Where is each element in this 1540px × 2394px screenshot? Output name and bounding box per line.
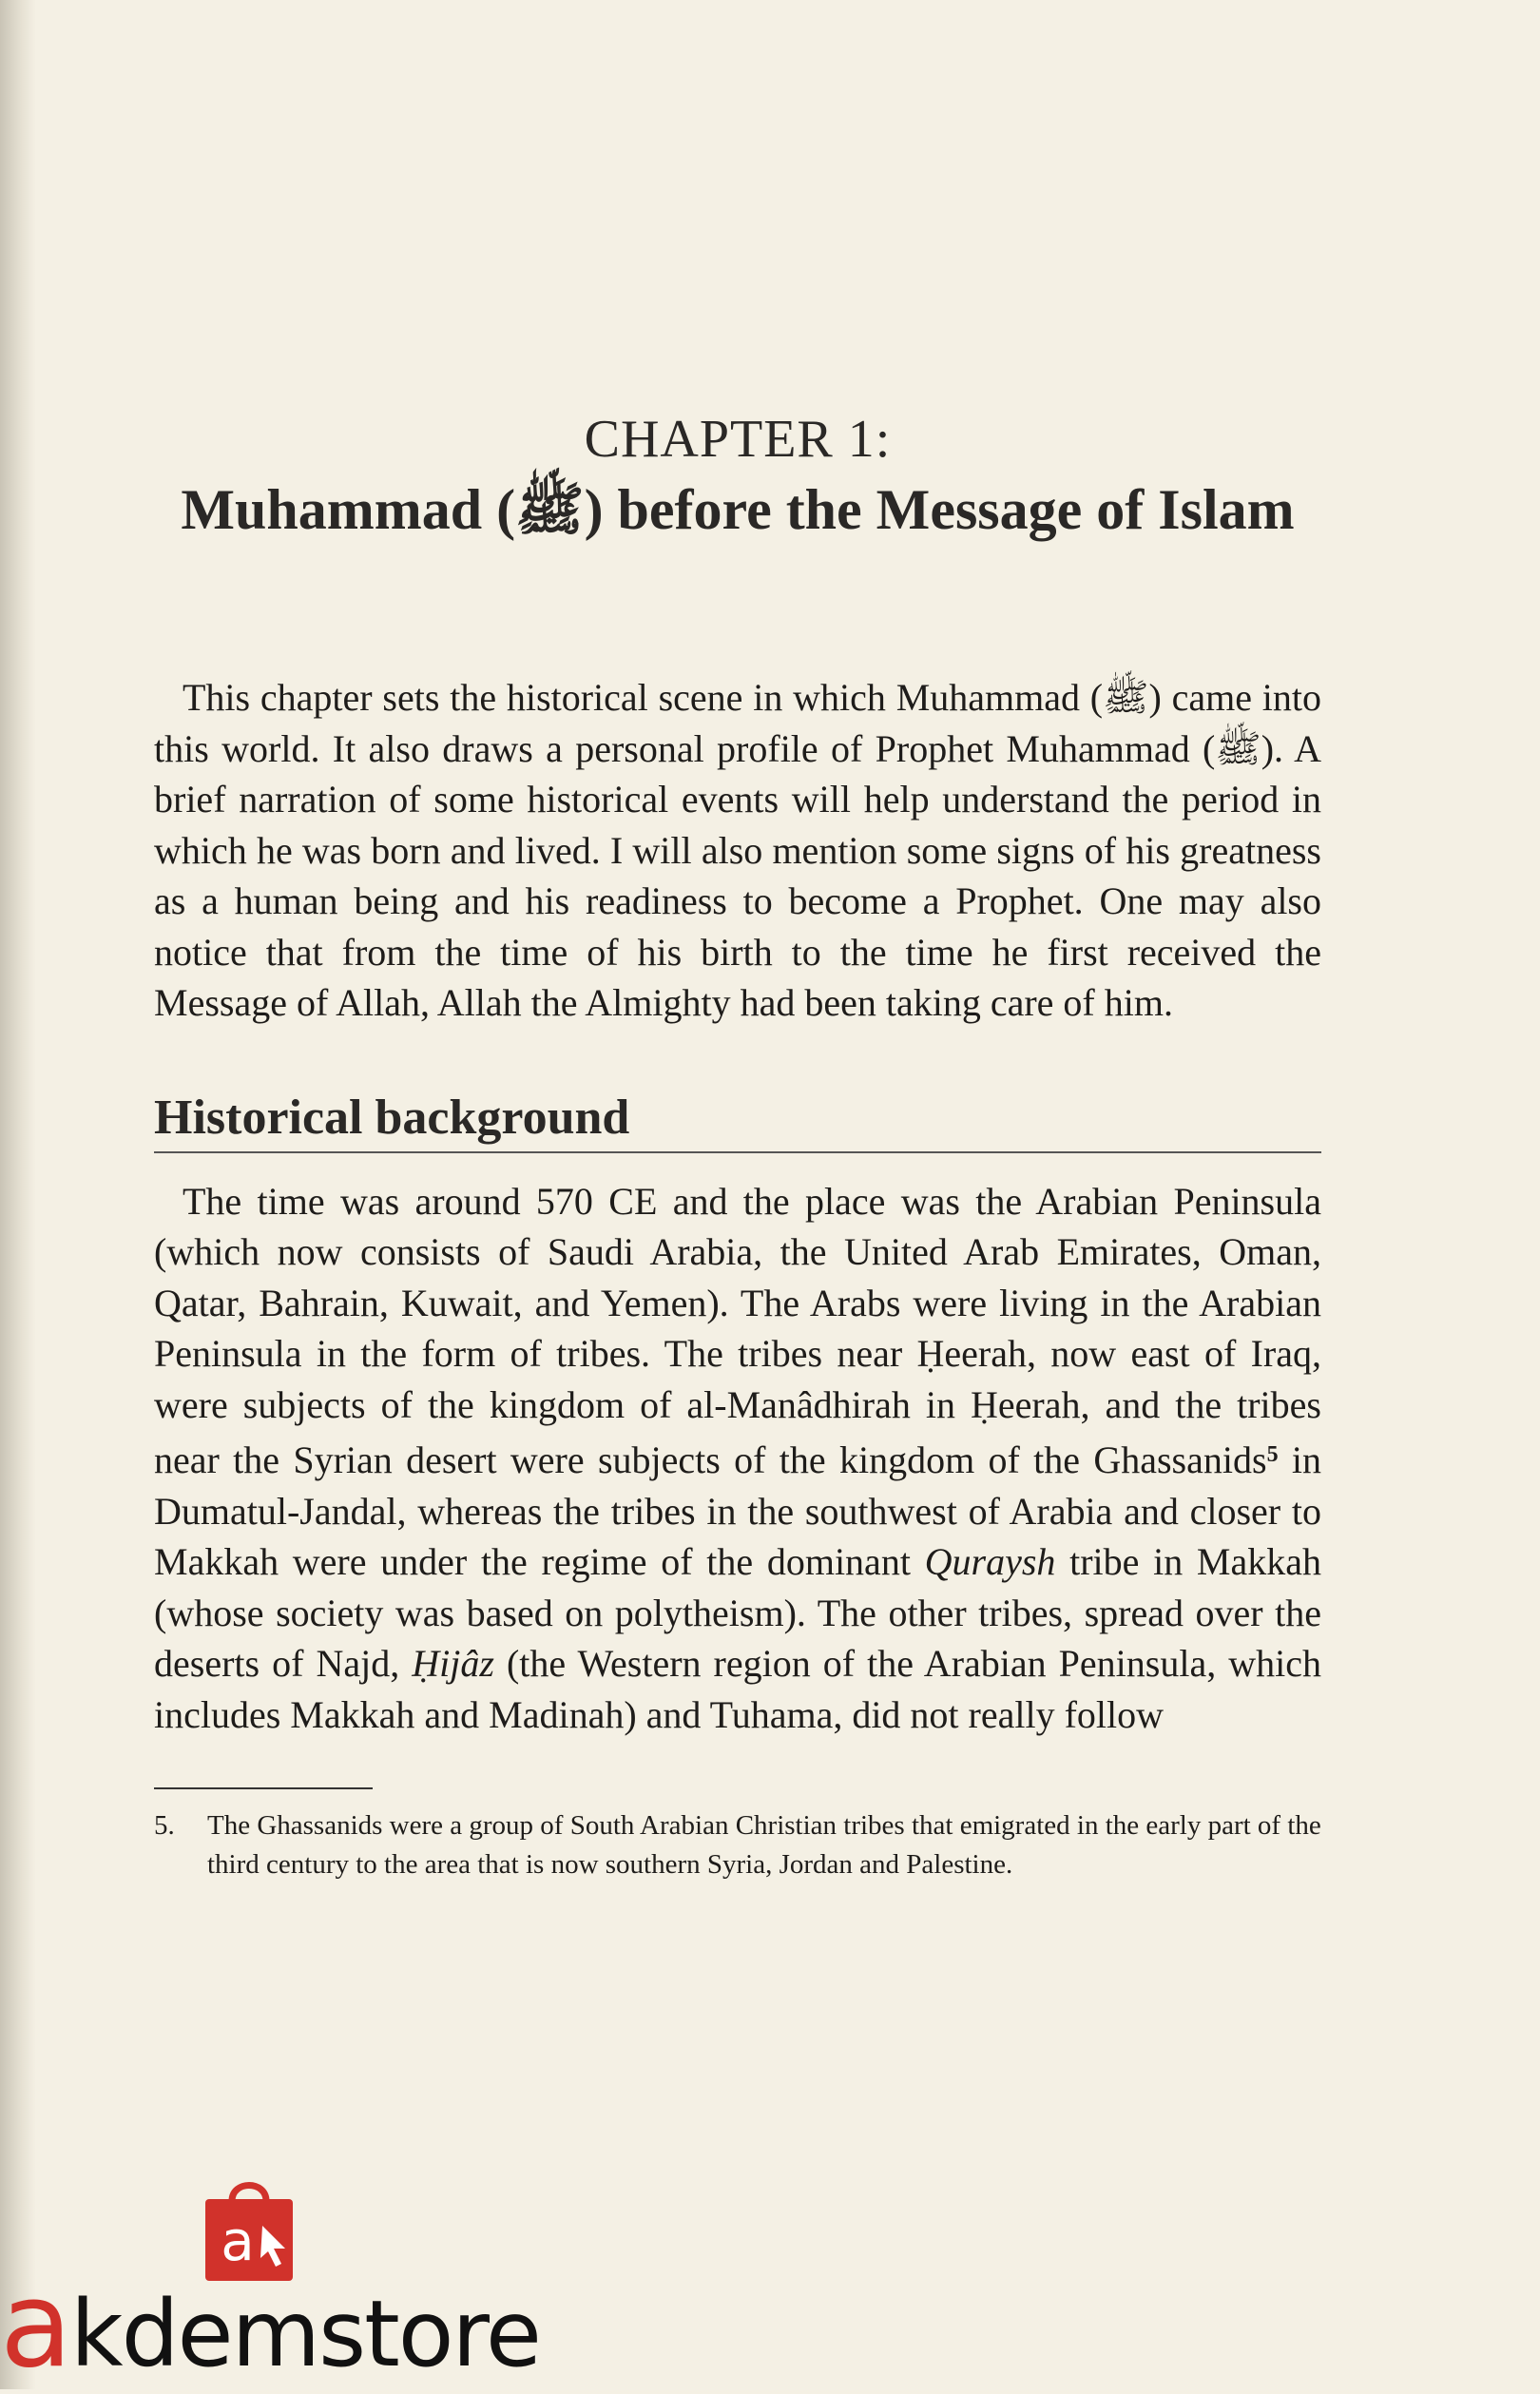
italic-term: Ḥijâz bbox=[412, 1642, 494, 1685]
paragraph-text: The time was around 570 CE and the place was the Arabian Peninsula (which now consists of Saudi Arabia, the United Arab Emirates, Oman, Qatar, Bahrain, Kuwait, and Yemen). The Arabs were living in the Arabian Peninsula in the form of tribes. The tribes near Ḥeerah, now east of Iraq, were subjects of the kingdom of al-Manâdhirah in Ḥeerah, and the tribes near the Syrian desert were subjects of the kingdom of the Ghassanids bbox=[154, 1179, 1321, 1481]
chapter-label: CHAPTER 1: bbox=[584, 410, 892, 469]
chapter-title: Muhammad (ﷺ) before the Message of Islam bbox=[181, 478, 1295, 541]
page-gutter-shadow bbox=[0, 0, 36, 2389]
book-page bbox=[154, 409, 1321, 1884]
brand-initial: a bbox=[0, 2257, 70, 2394]
italic-term: Quraysh bbox=[924, 1540, 1056, 1583]
historical-paragraph bbox=[154, 1176, 1321, 1741]
footnote-divider bbox=[154, 1787, 373, 1789]
bag-letter: a bbox=[221, 2209, 255, 2273]
footnote-number: 5. bbox=[154, 1810, 175, 1841]
footnote bbox=[154, 1806, 1321, 1884]
shopping-bag-icon bbox=[200, 2172, 298, 2283]
akdemstore-watermark-logo bbox=[0, 2172, 540, 2394]
footnote-reference: 5 bbox=[1266, 1442, 1279, 1467]
paragraph-text: (the Western region of the Arabian Peninsula, which includes Makkah and Madinah) and Tuhama, did not really follow bbox=[154, 1642, 1321, 1736]
paragraph-text: tribe in Makkah (whose society was based on polytheism). The other tribes, spread over the deserts of Najd, bbox=[154, 1540, 1321, 1685]
brand-name bbox=[0, 2257, 540, 2394]
brand-rest: kdemstore bbox=[70, 2281, 540, 2387]
footnote-text: The Ghassanids were a group of South Arabian Christian tribes that emigrated in the early part of the third century to the area that is now southern Syria, Jordan and Palestine. bbox=[207, 1810, 1321, 1880]
paragraph-text: in Dumatul-Jandal, whereas the tribes in the southwest of Arabia and closer to Makkah were under the regime of the dominant bbox=[154, 1438, 1321, 1583]
intro-paragraph: This chapter sets the historical scene in which Muhammad (ﷺ) came into this world. It also draws a personal profile of Prophet Muhammad (ﷺ). A brief narration of some historical events will help understand the period in which he was born and lived. I will also mention some signs of his greatness as a human being and his readiness to become a Prophet. One may also notice that from the time of his birth to the time he first received the Message of Allah, Allah the Almighty had been taking care of him. bbox=[154, 676, 1322, 1024]
section-heading: Historical background bbox=[154, 1090, 1321, 1153]
